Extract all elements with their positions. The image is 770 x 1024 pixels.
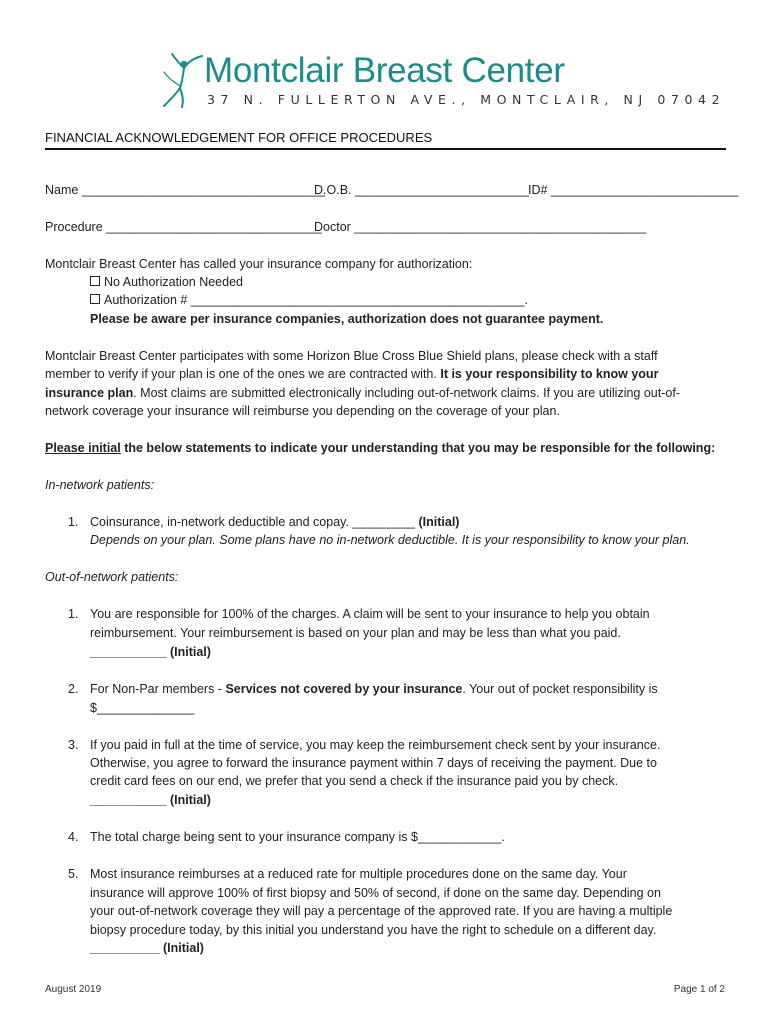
- no-authorization-label: No Authorization Needed: [104, 275, 243, 289]
- participation-line-1: Montclair Breast Center participates with some Horizon Blue Cross Blue Shield plans, please check with a staff: [45, 349, 658, 363]
- out-network-item-5-line-3: your out-of-network coverage they will pay a percentage of the approved rate. If you are having a multiple: [90, 904, 673, 918]
- dancer-logo-icon: [158, 52, 204, 108]
- out-network-item-1-line-2: reimbursement. Your reimbursement is based on your plan and may be less than what you paid.: [90, 626, 621, 640]
- footer-date: August 2019: [45, 984, 102, 995]
- out-network-item-5-line-1: Most insurance reimburses at a reduced rate for multiple procedures done on the same day. Your: [90, 867, 627, 881]
- initial-instruction-text: the below statements to indicate your understanding that you may be responsible for the following:: [120, 441, 716, 455]
- authorization-number-label: Authorization # ________________________________________________.: [104, 293, 529, 307]
- no-authorization-option[interactable]: [90, 273, 243, 291]
- participation-line-3: [45, 384, 680, 402]
- out-of-pocket-amount-field[interactable]: $______________: [90, 701, 195, 715]
- authorization-intro: Montclair Breast Center has called your insurance company for authorization:: [45, 257, 473, 271]
- dob-field[interactable]: D.O.B. _________________________: [314, 183, 529, 197]
- footer-page-number: Page 1 of 2: [673, 984, 725, 995]
- initial-instruction: [45, 439, 715, 457]
- please-initial-label: Please initial: [45, 441, 121, 455]
- document-title: FINANCIAL ACKNOWLEDGEMENT FOR OFFICE PROCEDURES: [45, 130, 433, 145]
- name-field[interactable]: Name ___________________________________: [45, 183, 326, 197]
- authorization-notice: Please be aware per insurance companies, authorization does not guarantee payment.: [90, 312, 604, 326]
- center-address: 37 N. FULLERTON AVE., MONTCLAIR, NJ 07042: [207, 92, 726, 107]
- authorization-number-checkbox[interactable]: [90, 294, 100, 304]
- out-network-item-3-initial[interactable]: ___________ (Initial): [90, 793, 211, 807]
- list-item-number: 5.: [68, 867, 79, 881]
- no-authorization-checkbox[interactable]: [90, 276, 100, 286]
- in-network-heading: In-network patients:: [45, 478, 155, 492]
- list-item-number: 1.: [68, 607, 79, 621]
- list-item-number: 3.: [68, 738, 79, 752]
- in-network-item-1-note: Depends on your plan. Some plans have no in-network deductible. It is your responsibility to know your plan.: [90, 533, 690, 547]
- non-par-suffix: . Your out of pocket responsibility is: [462, 682, 658, 696]
- out-network-item-3-line-3: credit card fees on our end, we prefer that you send a check if the insurance paid you by check.: [90, 774, 619, 788]
- non-par-prefix: For Non-Par members -: [90, 682, 226, 696]
- out-network-item-1-line-1: You are responsible for 100% of the charges. A claim will be sent to your insurance to help you obtain: [90, 607, 650, 621]
- list-item-number: 4.: [68, 830, 79, 844]
- in-network-item-1-text[interactable]: Coinsurance, in-network deductible and copay. _________: [90, 515, 415, 529]
- in-network-item-1: [90, 513, 459, 531]
- not-covered-emphasis: Services not covered by your insurance: [225, 682, 463, 696]
- participation-line-3-text: . Most claims are submitted electronically including out-of-network claims. If you are utilizing out-of-: [133, 386, 680, 400]
- list-item-number: 1.: [68, 515, 79, 529]
- procedure-field[interactable]: Procedure _______________________________: [45, 220, 322, 234]
- out-network-item-3-line-2: Otherwise, you agree to forward the insurance payment within 7 days of receiving the payment. Due to: [90, 756, 657, 770]
- participation-line-4: network coverage your insurance will reimburse you depending on the coverage of your plan.: [45, 404, 560, 418]
- center-name-logo: Montclair Breast Center: [204, 51, 565, 90]
- list-item-number: 2.: [68, 682, 79, 696]
- participation-line-2-text: member to verify if your plan is one of the ones we are contracted with.: [45, 367, 437, 381]
- title-divider: [45, 148, 726, 150]
- out-network-item-5-line-2: insurance will approve 100% of first biopsy and 50% of second, if done on the same day. Depending on: [90, 886, 661, 900]
- out-network-item-2-line-1: [90, 680, 658, 698]
- insurance-plan-emphasis: insurance plan: [45, 386, 134, 400]
- out-network-item-5-initial[interactable]: __________ (Initial): [90, 941, 204, 955]
- id-field[interactable]: ID# ___________________________: [528, 183, 739, 197]
- initial-label: (Initial): [418, 515, 460, 529]
- participation-line-2: [45, 365, 658, 383]
- doctor-field[interactable]: Doctor __________________________________________: [314, 220, 647, 234]
- out-network-item-5-line-4: biopsy procedure today, by this initial you understand you have the right to schedule on a different day.: [90, 923, 657, 937]
- out-network-item-3-line-1: If you paid in full at the time of service, you may keep the reimbursement check sent by your insurance.: [90, 738, 661, 752]
- authorization-number-option[interactable]: [90, 291, 528, 309]
- responsibility-emphasis: It is your responsibility to know your: [440, 367, 659, 381]
- out-network-heading: Out-of-network patients:: [45, 570, 179, 584]
- out-network-item-1-initial[interactable]: ___________ (Initial): [90, 645, 211, 659]
- total-charge-field[interactable]: The total charge being sent to your insurance company is $____________.: [90, 830, 505, 844]
